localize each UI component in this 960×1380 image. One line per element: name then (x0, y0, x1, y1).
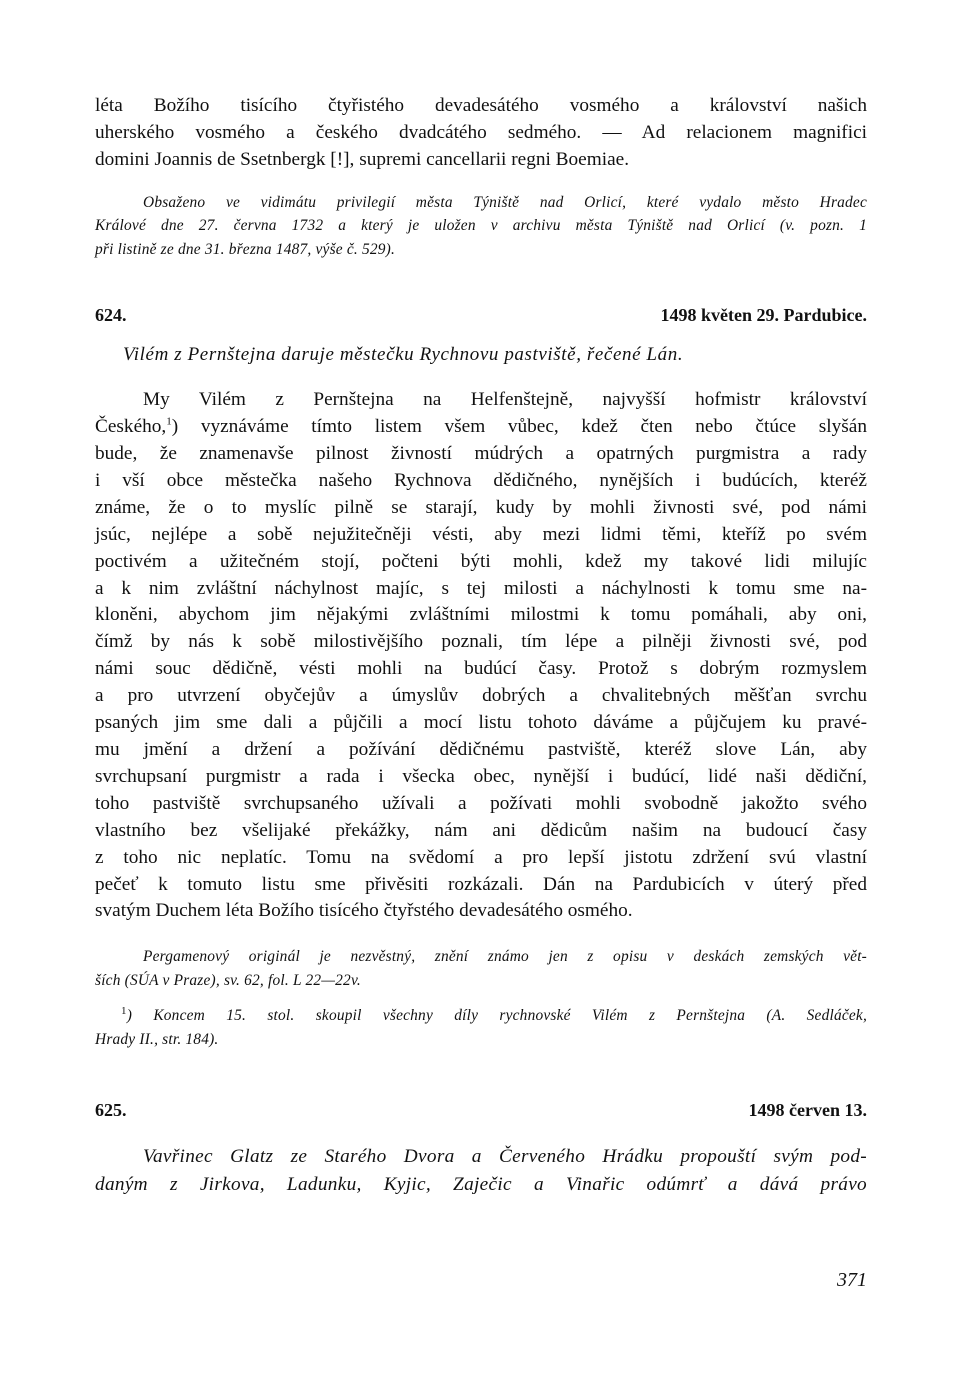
text-line: čímž by nás k sobě milostivějšího poznali, tím lépe a pilněji živnosti své, pod (95, 631, 867, 653)
text-line: My Vilém z Pernštejna na Helfenštejně, najvyšší hofmistr království (143, 389, 867, 411)
text-line: pečeť k tomuto listu sme přivěsiti rozkázali. Dán na Pardubicích v úterý před (95, 873, 867, 895)
intro-paragraph (95, 93, 867, 174)
document-date: 1498 květen 29. Pardubice. (660, 305, 867, 326)
note-line: Pergamenový originál je nezvěstný, znění známo jen z opisu v deskách zemských vět- (143, 948, 867, 966)
text-line: a pro utvrzení obyčejův a úmyslův dobrých a chvalitebných měšťan svrchu (95, 685, 867, 707)
text-line: jsúc, nejlépe a sobě nejužitečněji vésti, aby mezi lidmi těmi, kteříž po svém (95, 523, 867, 545)
text-line: uherského vosmého a českého dvadcátého sedmého. — Ad relacionem magnifici (95, 121, 867, 143)
text-line: z toho nic neplatíc. Tomu na svědomí a pro lepší jistotu zdržení svú vlastní (95, 846, 867, 868)
text-line: a k nim zvláštní náchylnost majíc, s tej milosti a náchylnosti k tomu sme na- (95, 577, 867, 599)
regest-line: Vavřinec Glatz ze Starého Dvora a Červeného Hrádku propouští svým pod- (143, 1146, 867, 1168)
document-heading-624 (95, 305, 867, 326)
footnote-marker: 1 (121, 1005, 127, 1018)
text-line: poctivém a užitečném stojí, počteni býti mohli, kdež my takové lidi milujíc (95, 550, 867, 572)
note-line (95, 1004, 867, 1028)
document-body-624 (95, 387, 867, 925)
document-heading-625 (95, 1100, 867, 1121)
text-line: vlastního bez všelijaké překážky, nám ani dědicům našim na budoucí časy (95, 819, 867, 841)
footnote-reference: 1 (166, 415, 172, 428)
document-regest-625 (95, 1143, 867, 1199)
text-line: toho pastviště svrchupsaného užívali a požívati mohli svobodně jakožto svého (95, 792, 867, 814)
document-number: 625. (95, 1100, 127, 1121)
text-line: domini Joannis de Ssetnbergk [!], supremi cancellarii regni Boemiae. (95, 148, 630, 170)
note-line: ších (SÚA v Praze), sv. 62, fol. L 22—22v. (95, 971, 361, 989)
document-number: 624. (95, 305, 127, 326)
text-line: bude, že znamenavše pilnost živností múdrých a opatrných purgmistra a rady (95, 443, 867, 465)
document-regest: Vilém z Pernštejna daruje městečku Rychnovu pastviště, řečené Lán. (123, 344, 684, 366)
source-note-624 (95, 945, 867, 992)
text-line: léta Božího tisícího čtyřistého devadesátého vosmého a království našich (95, 95, 867, 116)
text-line: i vší obce městečka našeho Rychnova dědičného, nynějších i budúcích, kteréž (95, 469, 867, 491)
note-line: při listině ze dne 31. března 1487, výše č. 529). (95, 240, 396, 258)
page-number: 371 (837, 1269, 867, 1291)
text-line: svrchupsaní purgmistr a rada i všecka obec, nynější i budúcí, lidé naši dědiční, (95, 765, 867, 787)
text-line: mu jmění a držení a požívání dědičnému pastviště, kteréž slove Lán, aby (95, 739, 867, 760)
text-line: kloněni, abychom jim nějakými zvláštními milostmi k tomu pomáhali, aby oni, (95, 604, 867, 626)
page-content (95, 93, 867, 1199)
footnote-text: ) Koncem 15. stol. skoupil všechny díly rychnovské Vilém z Pernštejna (A. Sedláček, (126, 1007, 867, 1025)
text-line: Českého,$^1$) vyznáváme tímto listem všem vůbec, kdež čten nebo čtúce slyšán (95, 415, 867, 438)
note-line: Králové dne 27. června 1732 a který je uložen v archivu města Týniště nad Orlicí (v. pozn. 1 (95, 217, 867, 235)
text-line: svatým Duchem léta Božího tisícého čtyřstého devadesátého osmého. (95, 900, 633, 922)
footnote-624 (95, 1004, 867, 1051)
document-date: 1498 červen 13. (748, 1100, 867, 1121)
intro-source-note (95, 191, 867, 262)
text-line: psaných jim sme dali a půjčili a mocí listu tohoto dáváme a půjčujem ku pravé- (95, 712, 867, 734)
note-line: Hrady II., str. 184). (95, 1030, 219, 1048)
note-line: Obsaženo ve vidimátu privilegií města Týniště nad Orlicí, které vydalo město Hradec (143, 193, 867, 211)
text-line: námi souc dědičně, vésti mohli na budúcí časy. Protož s dobrým rozmyslem (95, 658, 867, 680)
text-line: známe, že o to myslíc pilně se starají, kudy by mohli živnosti své, pod námi (95, 496, 867, 518)
regest-line: daným z Jirkova, Ladunku, Kyjic, Zaječic a Vinařic odúmrť a dává právo (95, 1174, 867, 1196)
